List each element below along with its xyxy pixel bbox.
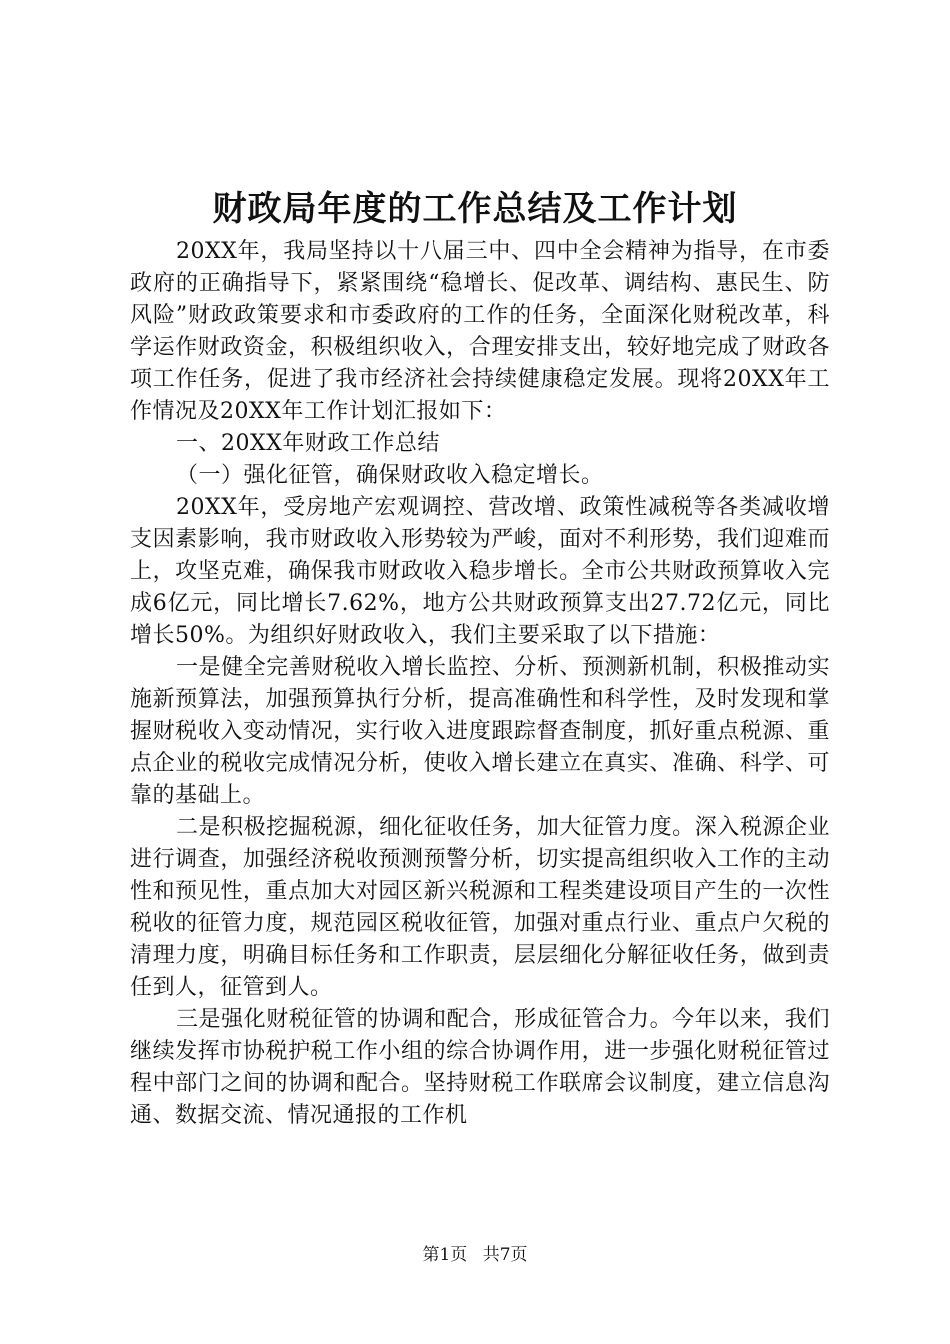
document-body	[130, 236, 830, 1132]
section-heading: 一、20XX年财政工作总结	[176, 431, 440, 456]
subsection-heading: （一）强化征管，确保财政收入稳定增长。	[176, 463, 604, 488]
paragraph-measure-one: 一是健全完善财税收入增长监控、分析、预测新机制，积极推动实施新预算法，加强预算执行分析，提高准确性和科学性，及时发现和掌握财税收入变动情况，实行收入进度跟踪督查制度，抓好重点税源、重点企业的税收完成情况分析，使收入增长建立在真实、准确、科学、可靠的基础上。	[130, 655, 830, 808]
paragraph-intro: 20XX年，我局坚持以十八届三中、四中全会精神为指导，在市委政府的正确指导下，紧紧围绕“稳增长、促改革、调结构、惠民生、防风险”财政政策要求和市委政府的工作的任务，全面深化财税改革，科学运作财政资金，积极组织收入，合理安排支出，较好地完成了财政各项工作任务，促进了我市经济社会持续健康稳定发展。现将20XX年工作情况及20XX年工作计划汇报如下：	[130, 239, 830, 424]
page-footer	[0, 1243, 950, 1267]
paragraph-measure-three: 三是强化财税征管的协调和配合，形成征管合力。今年以来，我们继续发挥市协税护税工作小组的综合协调作用，进一步强化财税征管过程中部门之间的协调和配合。坚持财税工作联席会议制度，建立信息沟通、数据交流、情况通报的工作机	[130, 1007, 830, 1128]
document-title: 财政局年度的工作总结及工作计划	[212, 189, 738, 229]
paragraph-revenue: 20XX年，受房地产宏观调控、营改增、政策性减税等各类减收增支因素影响，我市财政收入形势较为严峻，面对不利形势，我们迎难而上，攻坚克难，确保我市财政收入稳步增长。全市公共财政预算收入完成6亿元，同比增长7.62%，地方公共财政预算支出27.72亿元，同比增长50%。为组织好财政收入，我们主要采取了以下措施：	[130, 495, 830, 648]
paragraph-measure-two: 二是积极挖掘税源，细化征收任务，加大征管力度。深入税源企业进行调查，加强经济税收预测预警分析，切实提高组织收入工作的主动性和预见性，重点加大对园区新兴税源和工程类建设项目产生的一次性税收的征管力度，规范园区税收征管，加强对重点行业、重点户欠税的清理力度，明确目标任务和工作职责，层层细化分解征收任务，做到责任到人，征管到人。	[130, 815, 830, 1000]
page-number: 第1页	[422, 1245, 468, 1265]
page-total: 共7页	[482, 1245, 528, 1265]
